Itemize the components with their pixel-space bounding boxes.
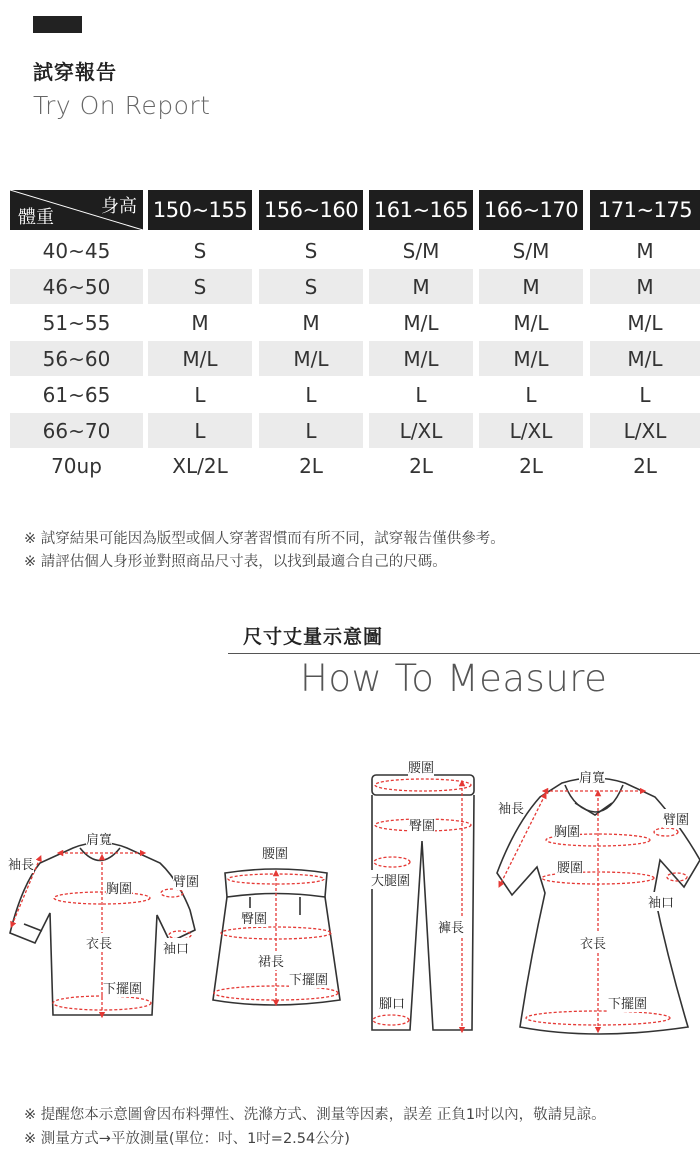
size-cell: 2L — [409, 453, 433, 478]
shirt-sleeve-length-label: 袖長 — [8, 854, 34, 873]
size-cell: L — [415, 382, 427, 407]
size-cell: L — [194, 382, 206, 407]
size-cell: M/L — [403, 310, 439, 335]
corner-height-label: 身高 — [101, 196, 137, 217]
size-cell: M/L — [627, 310, 663, 335]
dress-length-label: 衣長 — [580, 933, 606, 952]
table-row — [10, 377, 700, 412]
pants-leg-opening-label: 腳口 — [379, 993, 405, 1012]
size-cell: S — [193, 238, 207, 263]
shirt-arm-label: 臂圍 — [173, 871, 199, 890]
table-row — [10, 448, 700, 483]
size-cell: 2L — [633, 453, 657, 478]
weight-cell: 61~65 — [42, 382, 111, 407]
height-header-4: 166~170 — [479, 190, 583, 230]
report-title-cn: 試穿報告 — [33, 60, 117, 84]
size-cell: S — [148, 269, 252, 304]
size-cell: M — [369, 269, 473, 304]
note-line-1: ※ 試穿結果可能因為版型或個人穿著習慣而有所不同，試穿報告僅供參考。 — [24, 531, 505, 547]
pants-length-label: 褲長 — [438, 917, 464, 936]
size-cell: S/M — [402, 238, 440, 263]
size-cell: XL/2L — [172, 453, 228, 478]
pants-waist-label: 腰圍 — [408, 757, 434, 776]
dress-bust-label: 胸圍 — [554, 821, 580, 840]
pants-diagram — [372, 775, 474, 1030]
shirt-bust-label: 胸圍 — [106, 878, 132, 897]
size-cell: M/L — [590, 341, 700, 376]
corner-weight-label: 體重 — [18, 207, 54, 228]
table-row — [10, 269, 700, 304]
size-cell: 2L — [299, 453, 323, 478]
dress-sleeve-length-label: 袖長 — [498, 798, 524, 817]
height-header-5: 171~175 — [590, 190, 700, 230]
dress-cuff-label: 袖口 — [648, 892, 674, 911]
bottom-note-line-2: ※ 測量方式→平放測量(單位：吋、1吋=2.54公分) — [24, 1131, 350, 1147]
note-line-2: ※ 請評估個人身形並對照商品尺寸表，以找到最適合自己的尺碼。 — [24, 554, 447, 570]
measurement-diagrams — [0, 745, 700, 1055]
dress-hem-label: 下擺圍 — [608, 993, 647, 1012]
size-cell: L — [525, 382, 537, 407]
measure-title-cn: 尺寸丈量示意圖 — [243, 626, 384, 648]
size-cell: M — [191, 310, 209, 335]
dress-waist-label: 腰圍 — [557, 857, 583, 876]
pants-hip-label: 臀圍 — [409, 815, 435, 834]
size-cell: L — [259, 413, 363, 448]
shirt-hem-label: 下擺圍 — [103, 978, 142, 997]
measure-title-divider — [228, 653, 700, 654]
table-row — [10, 305, 700, 340]
size-cell: 2L — [519, 453, 543, 478]
shirt-length-label: 衣長 — [86, 933, 112, 952]
table-row — [10, 413, 700, 448]
bottom-note-line-1: ※ 提醒您本示意圖會因布料彈性、洗滌方式、測量等因素，誤差 正負1吋以內，敬請見諒。 — [24, 1107, 606, 1123]
size-cell: S — [259, 269, 363, 304]
size-cell: S — [304, 238, 318, 263]
skirt-hip-label: 臀圍 — [241, 908, 267, 927]
size-cell: M/L — [259, 341, 363, 376]
shirt-cuff-label: 袖口 — [163, 938, 189, 957]
size-cell: L — [639, 382, 651, 407]
height-header-1: 150~155 — [148, 190, 252, 230]
measure-title-en: How To Measure — [300, 657, 608, 700]
weight-cell: 56~60 — [10, 341, 143, 376]
table-row — [10, 233, 700, 268]
weight-cell: 66~70 — [10, 413, 143, 448]
dress-arm-label: 臂圍 — [663, 809, 689, 828]
weight-cell: 51~55 — [42, 310, 111, 335]
size-cell: S/M — [512, 238, 550, 263]
size-cell: M/L — [148, 341, 252, 376]
skirt-waist-label: 腰圍 — [262, 843, 288, 862]
size-cell: M/L — [513, 310, 549, 335]
shirt-shoulder-label: 肩寬 — [86, 829, 112, 848]
size-cell: L/XL — [369, 413, 473, 448]
size-cell: M/L — [479, 341, 583, 376]
weight-cell: 40~45 — [42, 238, 111, 263]
pants-thigh-label: 大腿圍 — [371, 870, 410, 889]
size-cell: M — [590, 269, 700, 304]
skirt-length-label: 裙長 — [258, 951, 284, 970]
size-cell: M — [636, 238, 654, 263]
size-cell: L/XL — [479, 413, 583, 448]
size-cell: L — [148, 413, 252, 448]
report-title-en: Try On Report — [33, 91, 211, 120]
weight-cell: 70up — [51, 453, 102, 478]
size-cell: M — [479, 269, 583, 304]
dress-shoulder-label: 肩寬 — [579, 767, 605, 786]
table-corner-header — [10, 190, 143, 230]
header-decor-bar — [33, 16, 82, 33]
size-cell: L — [305, 382, 317, 407]
size-cell: M/L — [369, 341, 473, 376]
skirt-hem-label: 下擺圍 — [289, 969, 328, 988]
height-header-3: 161~165 — [369, 190, 473, 230]
height-header-2: 156~160 — [259, 190, 363, 230]
table-row — [10, 341, 700, 376]
size-cell: M — [302, 310, 320, 335]
weight-cell: 46~50 — [10, 269, 143, 304]
size-cell: L/XL — [590, 413, 700, 448]
